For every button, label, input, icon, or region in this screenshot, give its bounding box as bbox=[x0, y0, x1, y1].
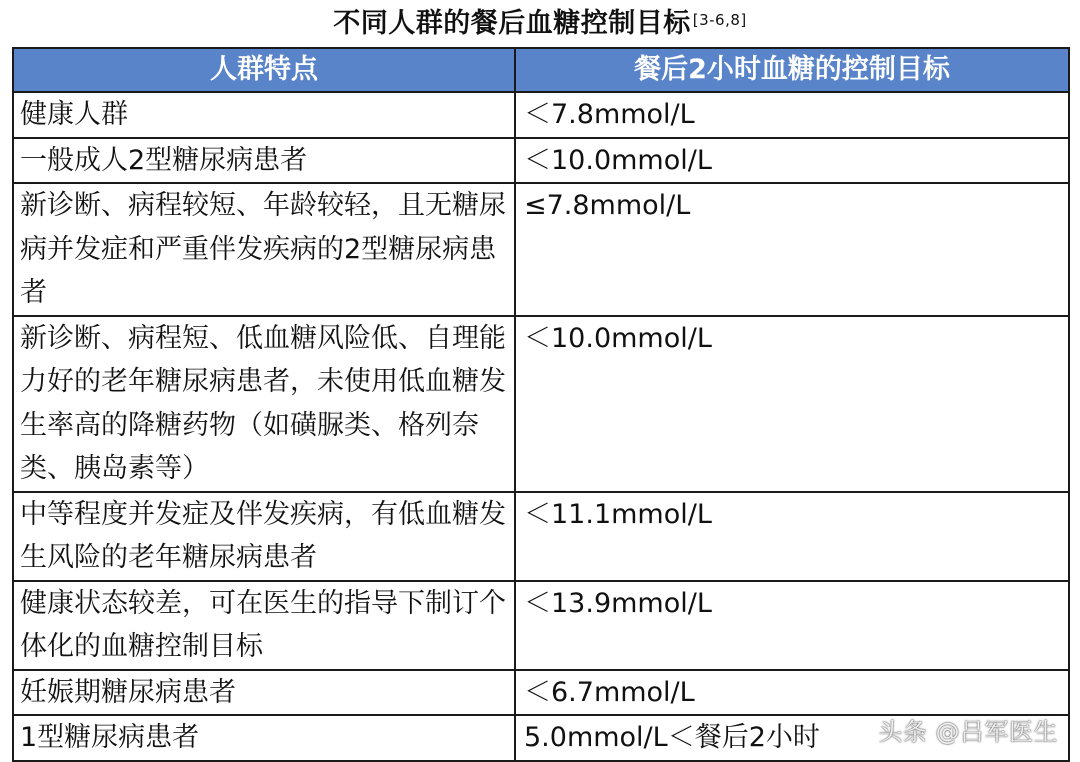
population-cell: 新诊断、病程较短、年龄较轻，且无糖尿病并发症和严重伴发疾病的2型糖尿病患者 bbox=[13, 183, 515, 316]
table-title bbox=[0, 4, 1080, 44]
target-cell: ＜13.9mmol/L bbox=[515, 581, 1069, 670]
population-cell: 健康人群 bbox=[13, 92, 515, 138]
watermark: 头条 @吕军医生 bbox=[878, 718, 1058, 746]
table-header-row bbox=[13, 48, 1069, 92]
target-cell: ＜7.8mmol/L bbox=[515, 92, 1069, 138]
population-cell: 1型糖尿病患者 bbox=[13, 715, 515, 761]
table-row bbox=[13, 183, 1069, 316]
target-cell: ≤7.8mmol/L bbox=[515, 183, 1069, 316]
table-row bbox=[13, 138, 1069, 184]
population-cell: 健康状态较差，可在医生的指导下制订个体化的血糖控制目标 bbox=[13, 581, 515, 670]
table-row bbox=[13, 670, 1069, 716]
title-citation: [3-6,8] bbox=[692, 11, 747, 29]
target-cell: ＜6.7mmol/L bbox=[515, 670, 1069, 716]
target-cell: 5.0mmol/L＜餐后2小时 bbox=[515, 715, 1069, 761]
population-cell: 一般成人2型糖尿病患者 bbox=[13, 138, 515, 184]
population-cell: 中等程度并发症及伴发疾病，有低血糖发生风险的老年糖尿病患者 bbox=[13, 492, 515, 581]
table-row bbox=[13, 492, 1069, 581]
target-cell: ＜10.0mmol/L bbox=[515, 138, 1069, 184]
target-cell: ＜10.0mmol/L bbox=[515, 316, 1069, 492]
title-text: 不同人群的餐后血糖控制目标 bbox=[333, 8, 691, 39]
table-row bbox=[13, 92, 1069, 138]
population-cell: 妊娠期糖尿病患者 bbox=[13, 670, 515, 716]
target-cell: ＜11.1mmol/L bbox=[515, 492, 1069, 581]
table-row bbox=[13, 316, 1069, 492]
header-population: 人群特点 bbox=[13, 48, 515, 92]
table-row bbox=[13, 581, 1069, 670]
population-cell: 新诊断、病程短、低血糖风险低、自理能力好的老年糖尿病患者，未使用低血糖发生率高的降糖药物（如磺脲类、格列奈类、胰岛素等） bbox=[13, 316, 515, 492]
header-target: 餐后2小时血糖的控制目标 bbox=[515, 48, 1069, 92]
glucose-target-table bbox=[12, 47, 1070, 762]
